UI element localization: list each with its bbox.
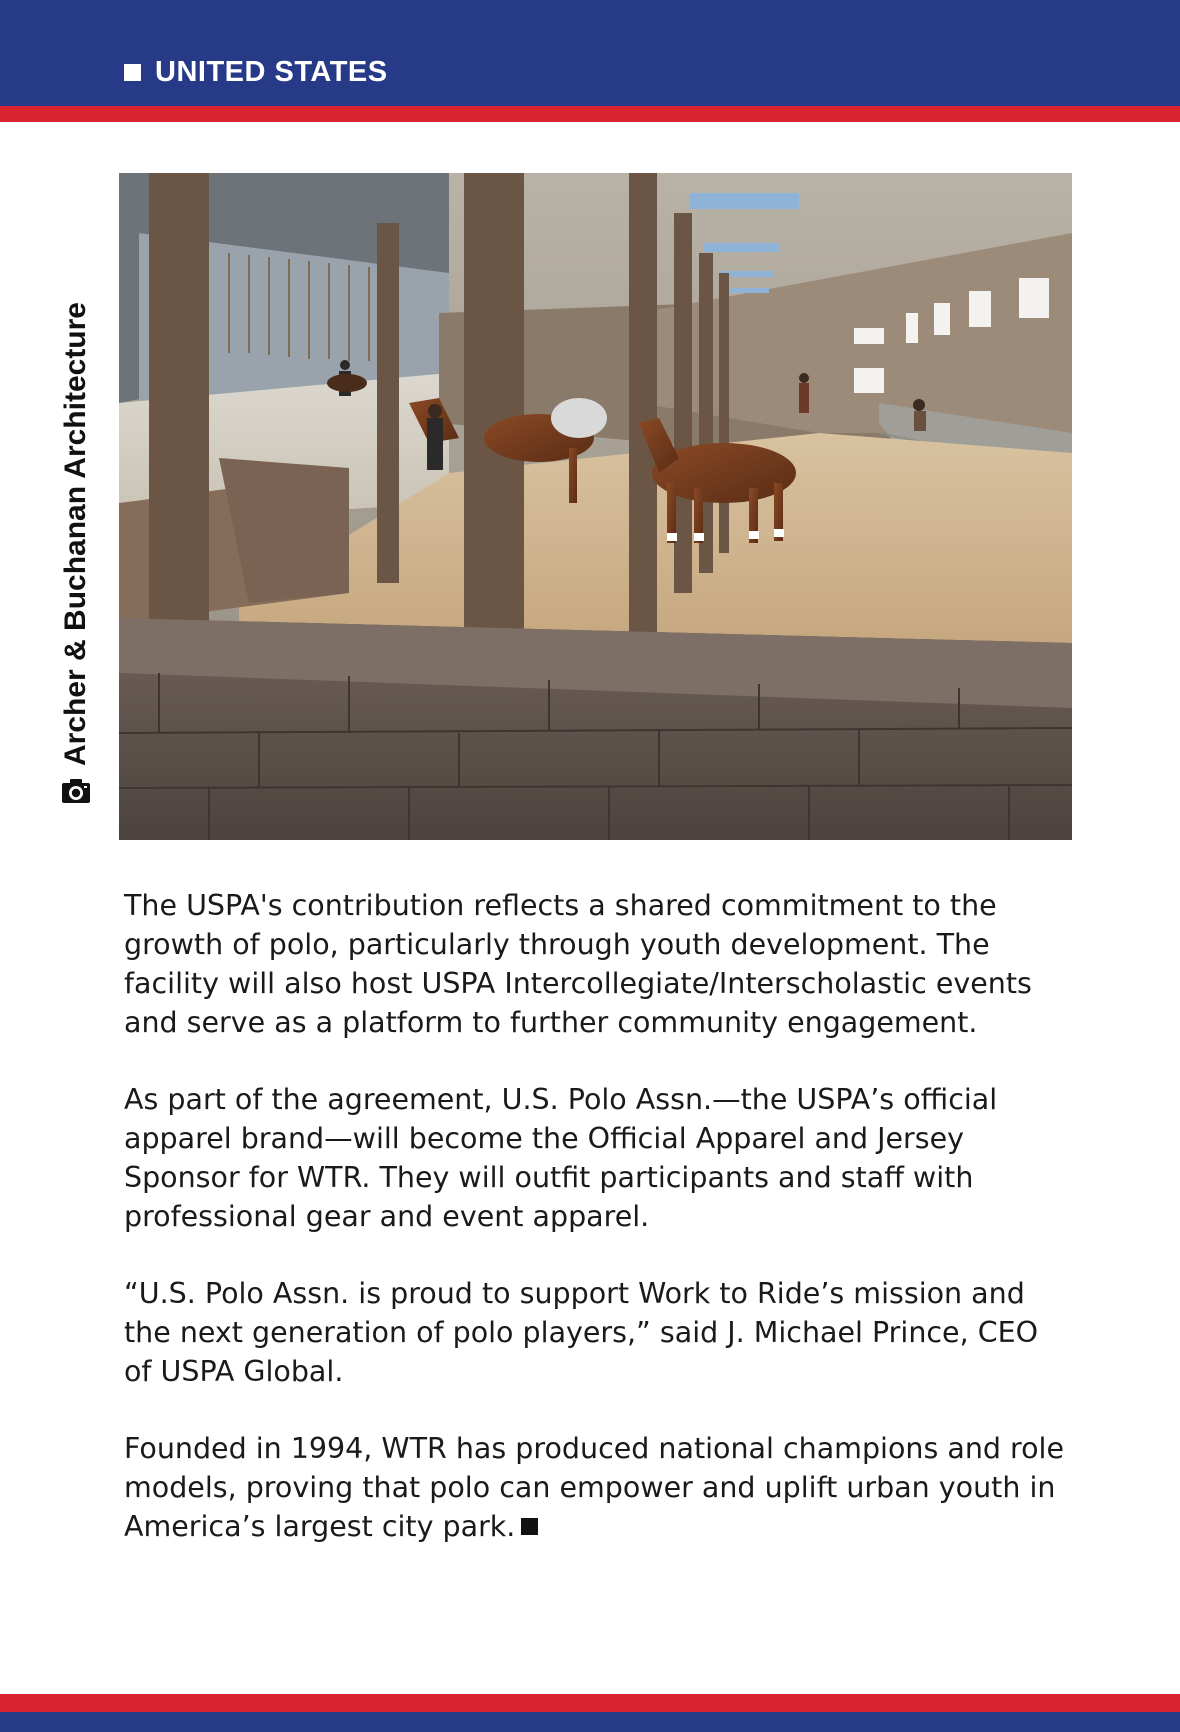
stable-rendering-image <box>119 173 1072 840</box>
article-paragraph: “U.S. Polo Assn. is proud to support Work to Ride’s mission and the next generation of polo players,” said J. Michael Prince, CEO of USPA Global. <box>124 1277 1039 1388</box>
footer-band <box>0 1712 1180 1732</box>
end-mark-icon <box>521 1518 538 1535</box>
article-paragraph-text: Founded in 1994, WTR has produced national champions and role models, proving that polo can empower and uplift urban youth in America’s largest city park. <box>124 1432 1065 1543</box>
article-body <box>124 886 1070 1584</box>
section-square-icon <box>124 64 141 81</box>
photo-credit <box>58 268 94 840</box>
header-stripe <box>0 106 1180 122</box>
article-paragraph: The USPA's contribution reflects a shared commitment to the growth of polo, particularly through youth development. The facility will also host USPA Intercollegiate/Interscholastic events and serve as a platform to further community engagement. <box>124 889 1032 1039</box>
camera-icon <box>61 776 91 806</box>
footer-stripe <box>0 1694 1180 1712</box>
article-paragraph-last <box>124 1429 1070 1546</box>
section-label-text: UNITED STATES <box>155 55 388 88</box>
section-label <box>124 52 388 92</box>
article-paragraph: As part of the agreement, U.S. Polo Assn.—the USPA’s official apparel brand—will become the Official Apparel and Jersey Sponsor for WTR. They will outfit participants and staff with professional gear and event apparel. <box>124 1083 998 1233</box>
photo-credit-text: Archer & Buchanan Architecture <box>59 301 93 767</box>
